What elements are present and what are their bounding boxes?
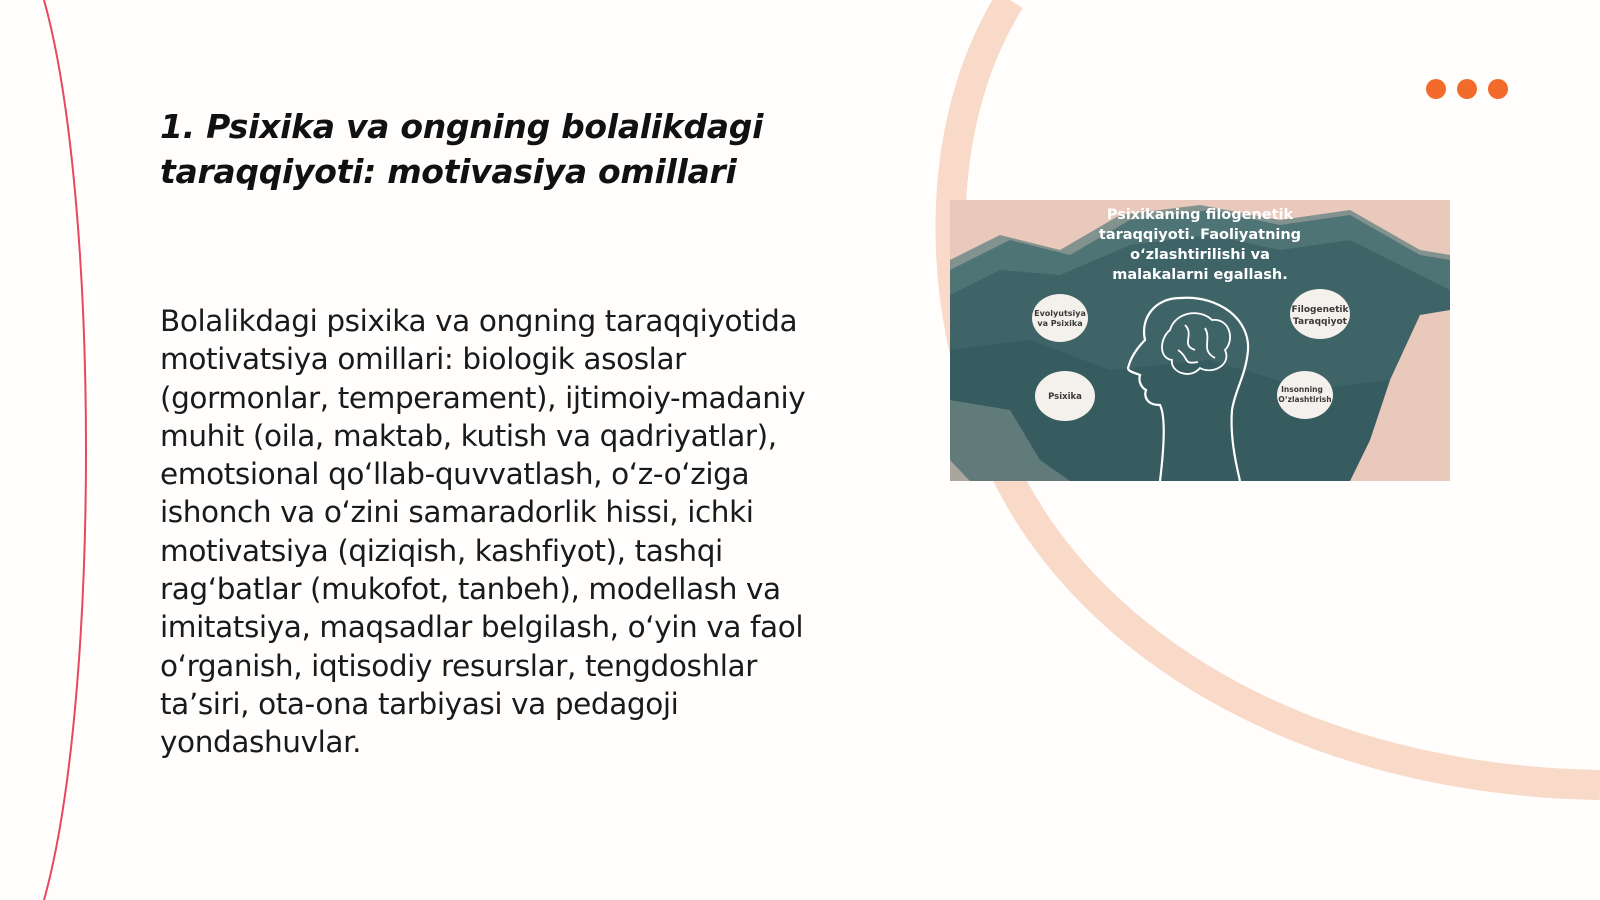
bubble-label: va Psixika (1037, 319, 1083, 328)
bubble-label: Psixika (1048, 392, 1082, 402)
bubble-label: Filogenetik (1291, 305, 1349, 315)
more-dots-icon (1426, 79, 1508, 99)
brain-illustration-image (950, 200, 1450, 481)
image-title-line: o‘zlashtirilishi va (1130, 247, 1270, 263)
dot (1457, 79, 1477, 99)
slide-title: 1. Psixika va ongning bolalikdagi taraqqiyoti: motivasiya omillari (160, 107, 764, 191)
dot (1426, 79, 1446, 99)
image-title-line: taraqqiyoti. Faoliyatning (1098, 227, 1302, 243)
image-title-line: malakalarni egallash. (1112, 267, 1288, 283)
bubble-label: Evolyutsiya (1034, 309, 1086, 318)
slide-body-text: Bolalikdagi psixika va ongning taraqqiyotida motivatsiya omillari: biologik asoslar (gormonlar, temperament), ijtimoiy-madaniy muhit (oila, maktab, kutish va qadriyatlar), emotsional qo‘llab-quvvatlash, o‘z-o‘ziga ishonch va o‘zini samaradorlik hissi, ichki motivatsiya (qiziqish, kashfiyot), tashqi rag‘batlar (mukofot, tanbeh), modellash va imitatsiya, maqsadlar belgilash, o‘yin va faol o‘rganish, iqtisodiy resurslar, tengdoshlar ta’siri, ota-ona tarbiyasi va pedagoji yondashuvlar. (160, 304, 806, 760)
bubble-label: Insonning (1281, 385, 1323, 394)
dot (1488, 79, 1508, 99)
image-title-line: Psixikaning filogenetik (1106, 207, 1294, 223)
bubble-label: Taraqqiyot (1293, 317, 1347, 327)
left-accent-line (44, 0, 86, 900)
bubble-label: O‘zlashtirish (1278, 395, 1332, 404)
